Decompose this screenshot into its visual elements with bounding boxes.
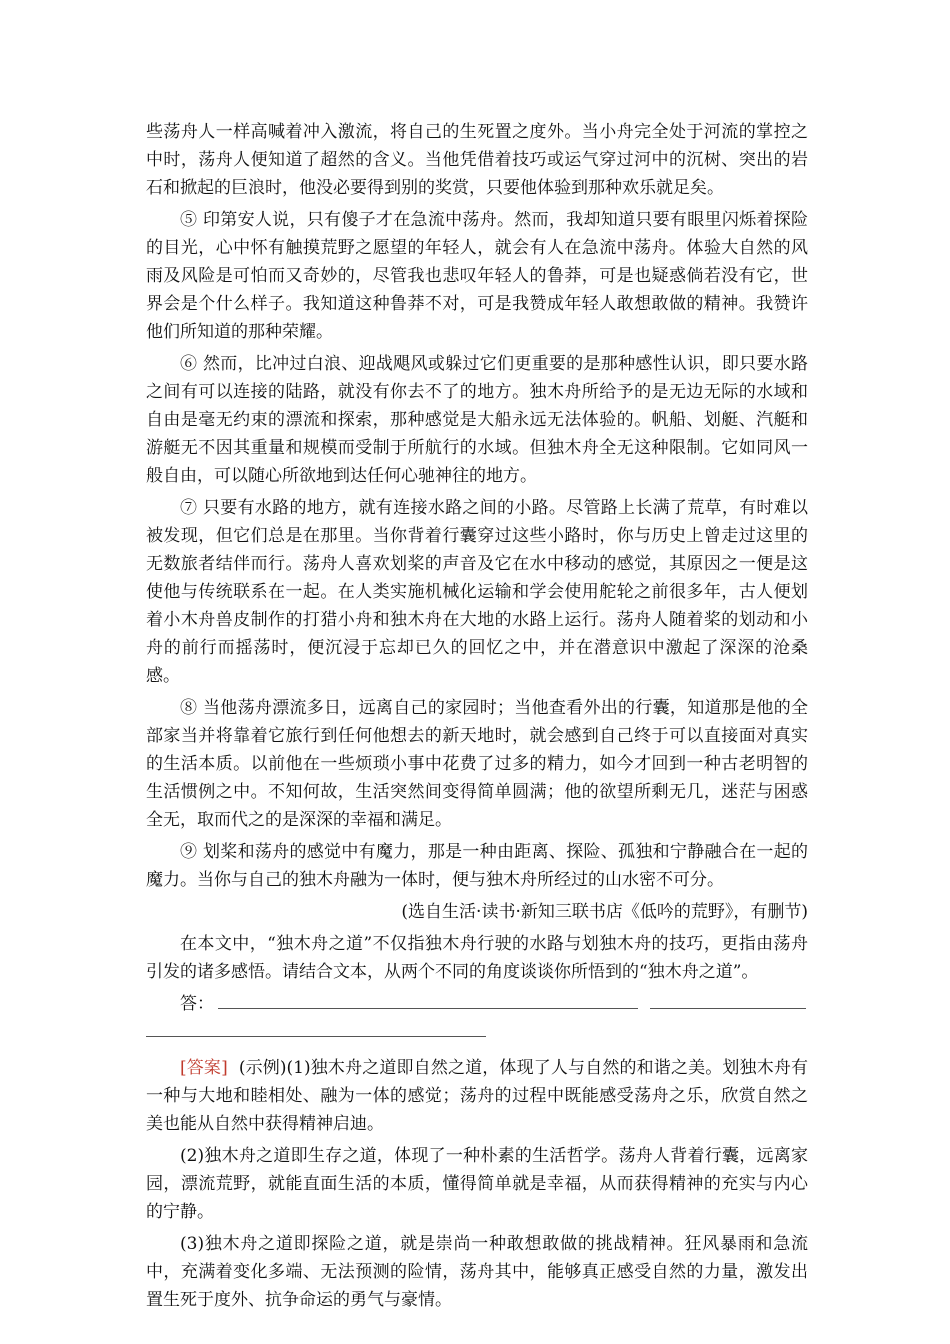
paragraph-6: ⑥ 然而，比冲过白浪、迎战飓风或躲过它们更重要的是那种感性认识，即只要水路之间有可以连接的陆路，就没有你去不了的地方。独木舟所给予的是无边无际的水域和自由是毫无约束的漂流和探索，那种感觉是大船永远无法体验的。帆船、划艇、汽艇和游艇无不因其重量和规模而受制于所航行的水域。但独木舟全无这种限制。它如同风一般自由，可以随心所欲地到达任何心驰神往的地方。 [146,354,808,486]
paragraph-8: ⑧ 当他荡舟漂流多日，远离自己的家园时；当他查看外出的行囊，知道那是他的全部家当并将靠着它旅行到任何他想去的新天地时，就会感到自己终于可以直接面对真实的生活本质。以前他在一些烦琐小事中花费了过多的精力，如今才回到一种古老明智的生活惯例之中。不知何故，生活突然间变得简单圆满；他的欲望所剩无几，迷茫与困惑全无，取而代之的是深深的幸福和满足。 [146,698,808,830]
paragraph-5: ⑤ 印第安人说，只有傻子才在急流中荡舟。然而，我却知道只要有眼里闪烁着探险的目光，心中怀有触摸荒野之愿望的年轻人，就会有人在急流中荡舟。体验大自然的风雨及风险是可怕而又奇妙的，尽管我也悲叹年轻人的鲁莽，可是也疑惑倘若没有它，世界会是个什么样子。我知道这种鲁莽不对，可是我赞成年轻人敢想敢做的精神。我赞许他们所知道的那种荣耀。 [146,210,808,342]
source-citation: (选自生活·读书·新知三联书店《低吟的荒野》，有删节) [401,902,808,922]
answer-tag: [答案] [180,1058,228,1078]
document-page [146,118,808,1318]
question-text: 在本文中，“独木舟之道”不仅指独木舟行驶的水路与划独木舟的技巧，更指由荡舟引发的诸多感悟。请结合文本，从两个不同的角度谈谈你所悟到的“独木舟之道”。 [146,934,808,982]
paragraph-7: ⑦ 只要有水路的地方，就有连接水路之间的小路。尽管路上长满了荒草，有时难以被发现，但它们总是在那里。当你背着行囊穿过这些小路时，你与历史上曾走过这里的无数旅者结伴而行。荡舟人喜欢划桨的声音及它在水中移动的感觉，其原因之一便是这使他与传统联系在一起。在人类实施机械化运输和学会使用舵轮之前很多年，古人便划着小木舟兽皮制作的打猎小舟和独木舟在大地的水路上运行。荡舟人随着桨的划动和小舟的前行而摇荡时，便沉浸于忘却已久的回忆之中，并在潜意识中激起了深深的沧桑感。 [146,498,808,686]
answer-item-3: (3)独木舟之道即探险之道，就是崇尚一种敢想敢做的挑战精神。狂风暴雨和急流中，充满着变化多端、无法预测的险情，荡舟其中，能够真正感受自然的力量，激发出置生死于度外、抗争命运的勇气与豪情。 [146,1234,808,1310]
answer-field [146,990,808,1018]
answer-blank-line-2[interactable] [650,990,806,1009]
answer-blank-line-3[interactable] [146,1018,486,1037]
paragraph-4-continued: 些荡舟人一样高喊着冲入激流，将自己的生死置之度外。当小舟完全处于河流的掌控之中时，荡舟人便知道了超然的含义。当他凭借着技巧或运气穿过河中的沉树、突出的岩石和掀起的巨浪时，他没必要得到别的奖赏，只要他体验到那种欢乐就足矣。 [146,122,808,198]
answer-item-2: (2)独木舟之道即生存之道，体现了一种朴素的生活哲学。荡舟人背着行囊，远离家园，漂流荒野，就能直面生活的本质，懂得简单就是幸福，从而获得精神的充实与内心的宁静。 [146,1146,808,1222]
answer-field-row-2 [146,1018,808,1046]
paragraph-9: ⑨ 划桨和荡舟的感觉中有魔力，那是一种由距离、探险、孤独和宁静融合在一起的魔力。当你与自己的独木舟融为一体时，便与独木舟所经过的山水密不可分。 [146,842,808,890]
answer-prompt: 答： [180,994,214,1014]
answer-section [146,1054,808,1314]
answer-blank-line-1[interactable] [218,990,638,1009]
answer-item-1 [146,1054,808,1138]
answer-item-1-text: (示例)(1)独木舟之道即自然之道，体现了人与自然的和谐之美。划独木舟有一种与大地和睦相处、融为一体的感觉；荡舟的过程中既能感受荡舟之乐，欣赏自然之美也能从自然中获得精神启迪。 [146,1058,808,1134]
